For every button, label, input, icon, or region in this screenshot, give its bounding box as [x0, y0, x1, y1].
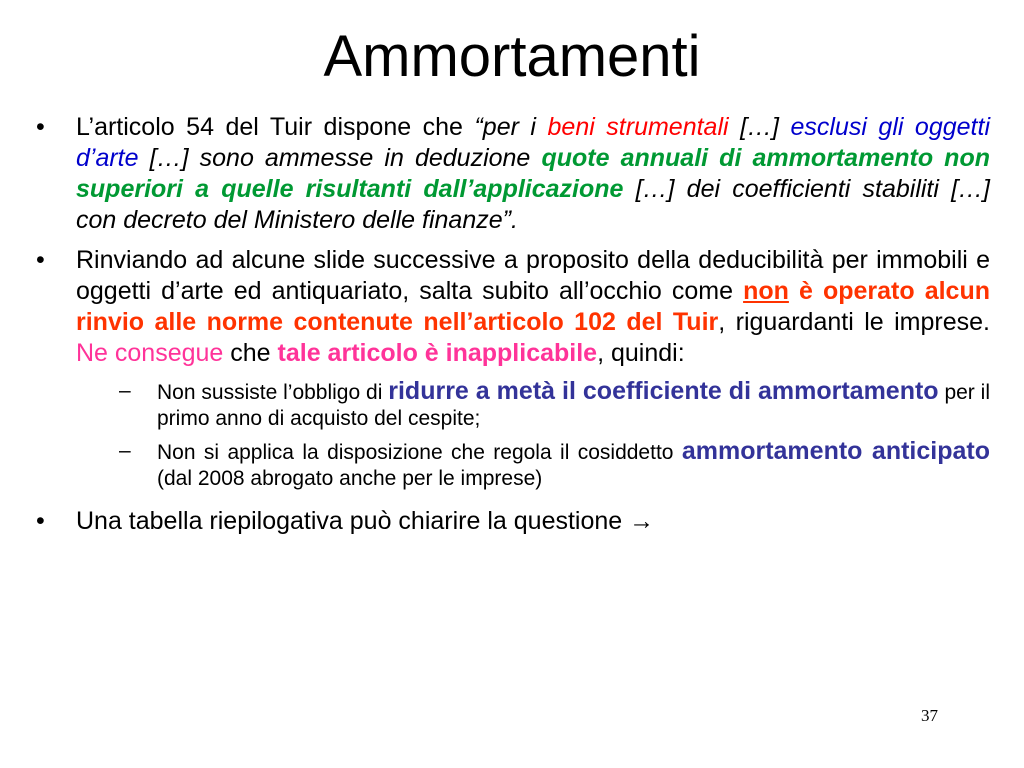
sub1-text-1: Non sussiste l’obbligo di	[157, 381, 389, 404]
sub-bullet-coefficiente	[119, 378, 990, 432]
bullet-marker: •	[36, 113, 45, 141]
sub-bullet-anticipato	[119, 438, 990, 492]
bullet1-text-8: […] dei coefficienti stabiliti […] con decreto del Ministero delle finanze”.	[76, 175, 990, 234]
bullet1-text-2: “per i	[474, 113, 548, 141]
bullet-item-rinvio	[36, 245, 990, 369]
page-number: 37	[921, 706, 938, 725]
slide-title: Ammortamenti	[323, 24, 701, 89]
bullet2-inapplicabile: tale articolo è inapplicabile	[277, 339, 598, 367]
bullet1-quote-annuali: quote annuali di ammortamento non superiori a quelle risultanti dall’applicazione	[76, 144, 990, 203]
sub1-ridurre-coefficiente: ridurre a metà il coefficiente di ammortamento	[388, 377, 939, 405]
bullet-item-tuir-article	[36, 112, 990, 236]
bullet2-rinvio-102: è operato alcun rinvio alle norme contenute nell’articolo 102 del Tuir	[76, 277, 990, 336]
bullet-item-tabella	[36, 506, 990, 537]
right-arrow-icon: →	[629, 507, 655, 535]
sub-bullet-marker: –	[119, 439, 131, 462]
bullet1-text-4: […]	[728, 113, 791, 141]
bullet2-text-6: che	[223, 339, 278, 367]
sub2-text-1: Non si applica la disposizione che regola il cosiddetto	[157, 441, 682, 464]
sub2-ammortamento-anticipato: ammortamento anticipato	[681, 437, 990, 465]
bullet2-ne-consegue: Ne consegue	[76, 339, 224, 367]
slide-body	[36, 112, 990, 546]
sub2-text-3: (dal 2008 abrogato anche per le imprese)	[157, 467, 543, 490]
sub-bullet-marker: –	[119, 379, 131, 402]
bullet1-text-6: […] sono ammesse in deduzione	[138, 144, 542, 172]
bullet2-text-4: , riguardanti le imprese.	[718, 308, 990, 336]
bullet2-text-8: , quindi:	[597, 339, 685, 367]
bullet1-oggetti-arte: esclusi gli oggetti d’arte	[76, 113, 990, 172]
bullet1-beni-strumentali: beni strumentali	[547, 113, 729, 141]
bullet2-text-1: Rinviando ad alcune slide successive a proposito della deducibilità per immobili e oggetti d’arte ed antiquariato, salta subito all’occhio come	[76, 246, 990, 305]
bullet3-text: Una tabella riepilogativa può chiarire la questione	[76, 507, 630, 535]
bullet-marker: •	[36, 246, 45, 274]
sub1-text-3: per il primo anno di acquisto del cespite;	[157, 381, 990, 430]
bullet-marker: •	[36, 507, 45, 535]
bullet2-non: non	[743, 277, 789, 305]
bullet1-text-1: L’articolo 54 del Tuir dispone che	[76, 113, 475, 141]
